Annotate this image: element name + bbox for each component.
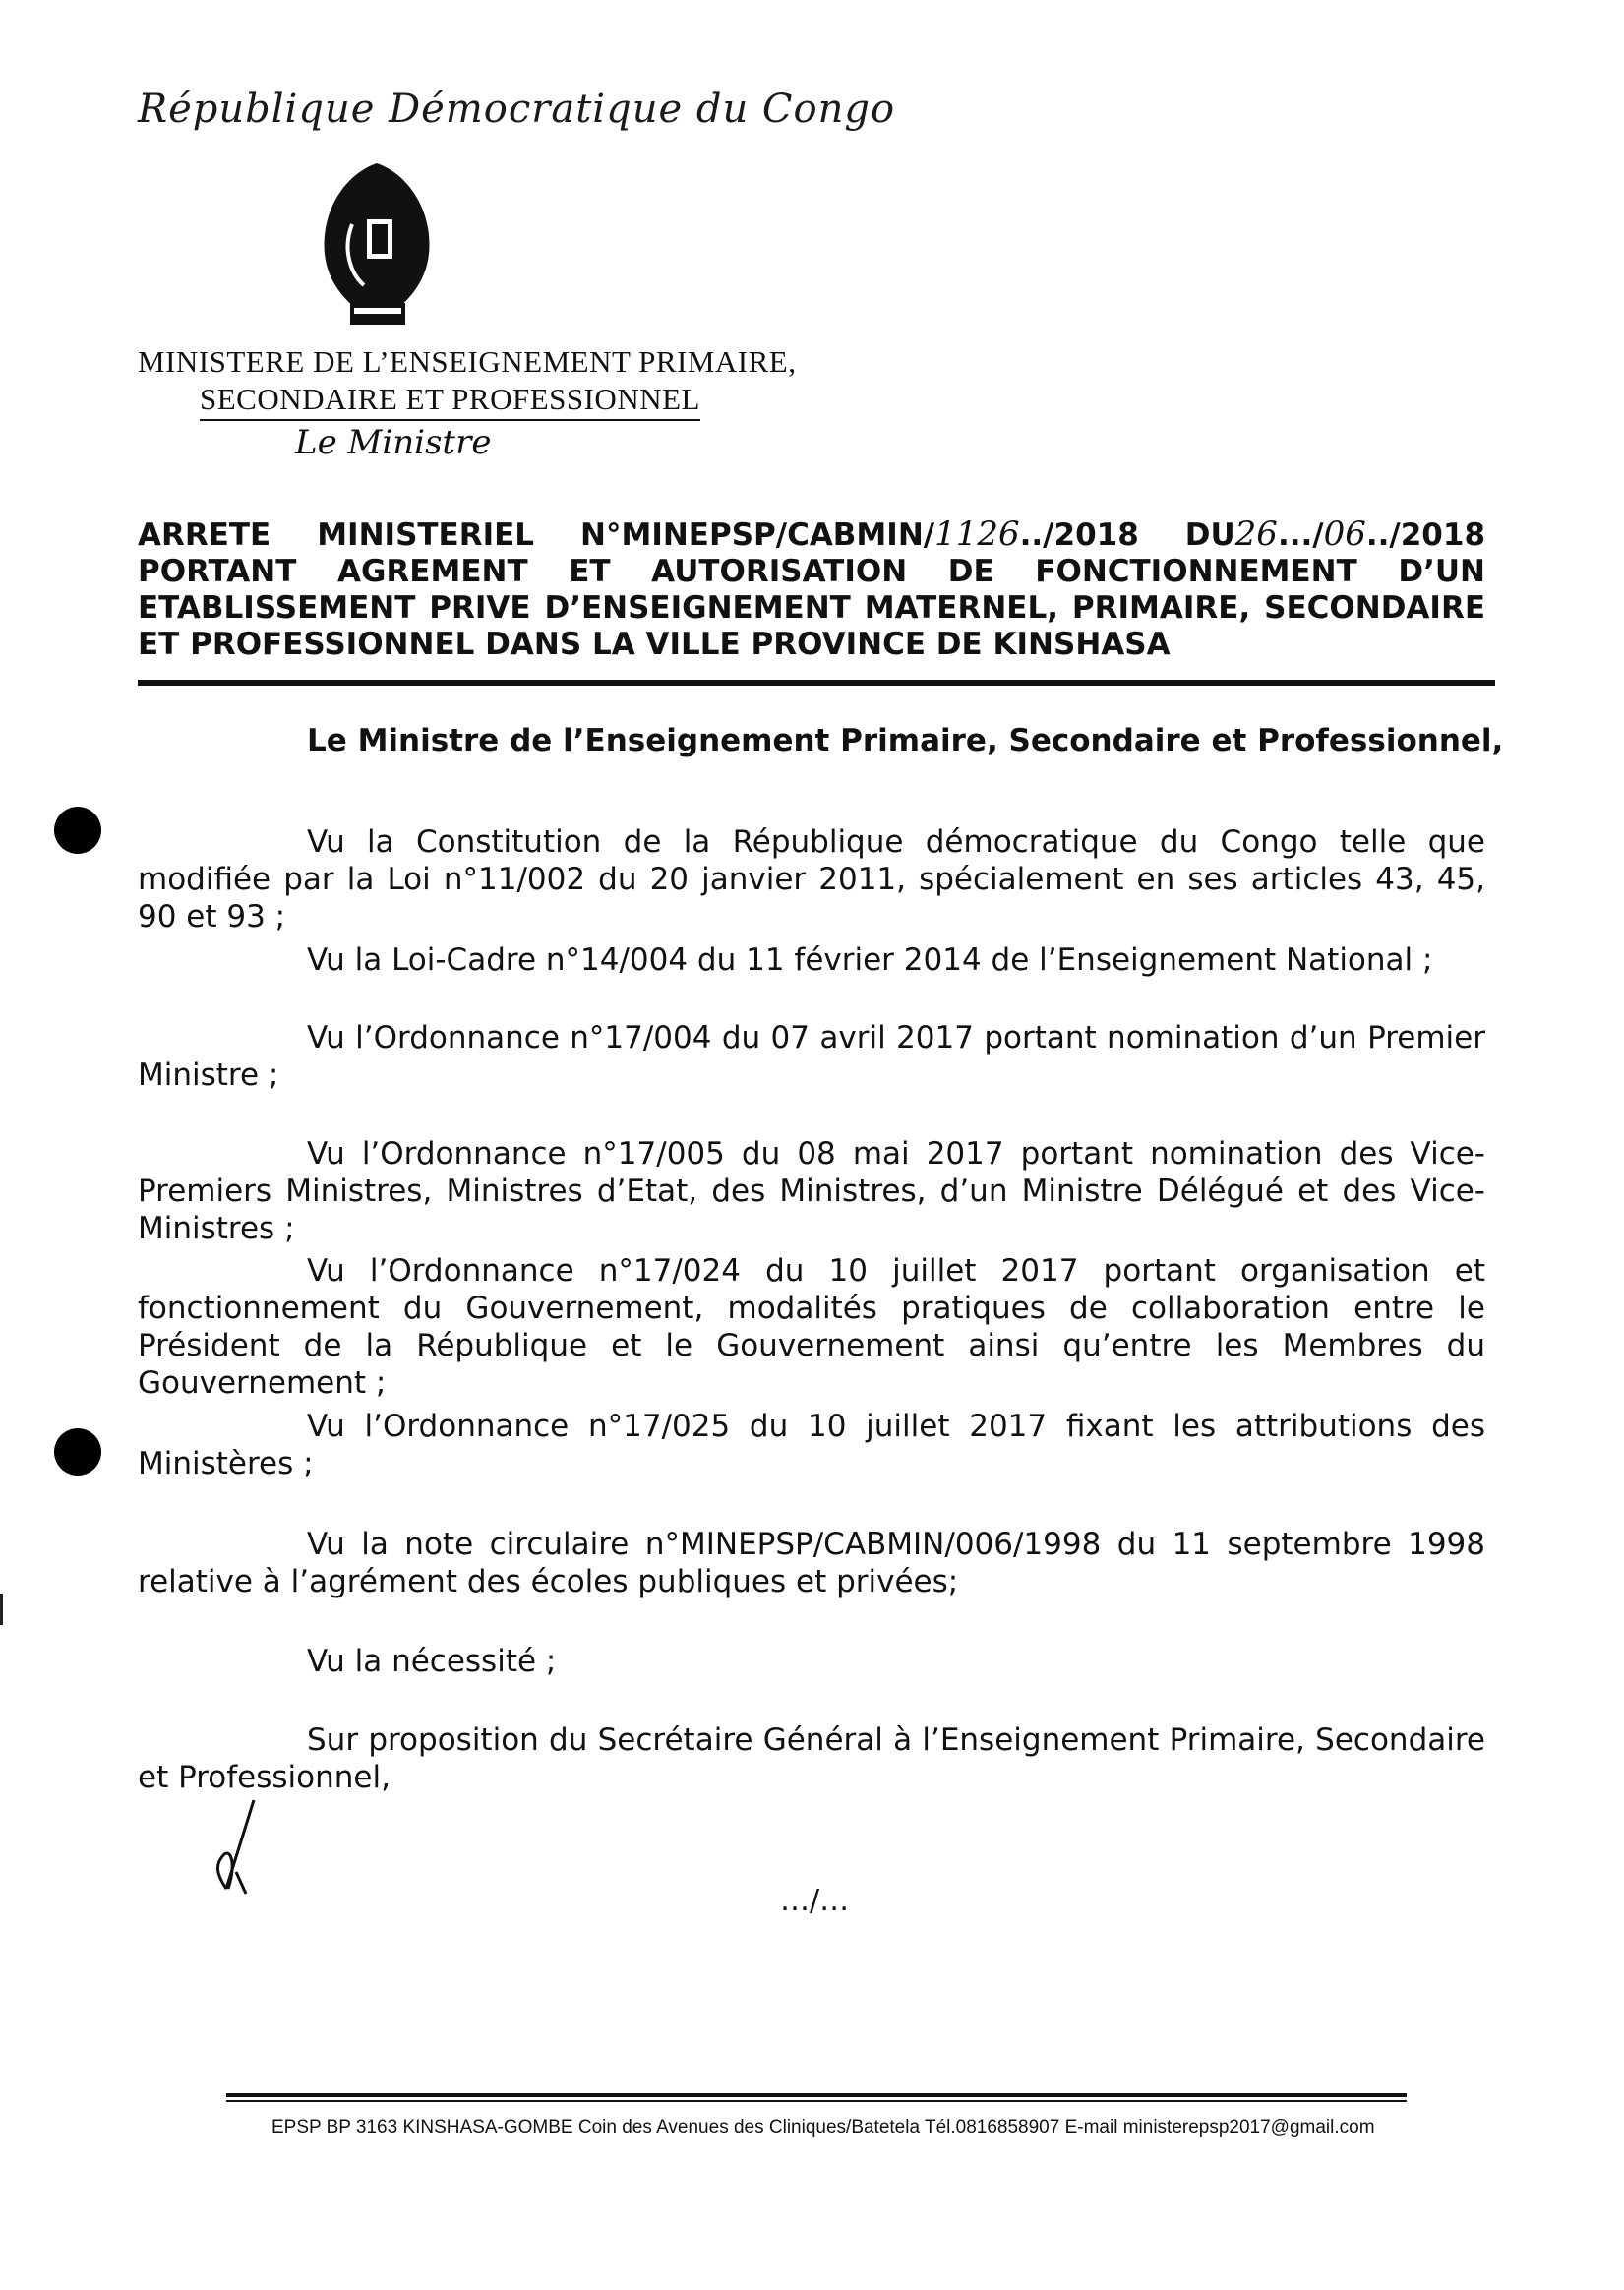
considerant-paragraph <box>138 1526 1485 1600</box>
considerant-paragraph <box>138 1252 1485 1402</box>
handwritten-decree-number: 1126 <box>934 514 1020 554</box>
handwritten-day: 26 <box>1234 514 1278 554</box>
country-heading: République Démocratique du Congo <box>138 87 896 132</box>
punch-hole-mark <box>54 1428 101 1476</box>
title-line-4: ET PROFESSIONNEL DANS LA VILLE PROVINCE DE KINSHASA <box>138 627 1171 662</box>
considerant-text: Vu la Loi-Cadre n°14/004 du 11 février 2014 de l’Enseignement National ; <box>307 942 1433 978</box>
title-line-1 <box>138 516 1485 554</box>
considerant-text: Vu l’Ordonnance n°17/005 du 08 mai 2017 portant nomination des Vice-Premiers Ministres, Ministres d’Etat, des Ministres, d’un Ministre Délégué et des Vice-Ministres ; <box>138 1136 1485 1246</box>
considerant-text: Vu l’Ordonnance n°17/004 du 07 avril 2017 portant nomination d’un Premier Ministre ; <box>138 1020 1485 1093</box>
coat-of-arms-emblem <box>313 155 441 331</box>
footer-divider <box>226 2093 1407 2097</box>
scan-margin-mark <box>0 1594 3 1625</box>
continuation-mark: …/… <box>780 1884 850 1918</box>
considerant-text: Vu la note circulaire n°MINEPSP/CABMIN/006/1998 du 11 septembre 1998 relative à l’agrément des écoles publiques et privées; <box>138 1527 1485 1599</box>
le-ministre-heading: Le Ministre <box>295 423 492 462</box>
title-date-sep: .../ <box>1277 517 1324 553</box>
considerant-paragraph <box>138 1135 1485 1247</box>
considerant-text: Vu l’Ordonnance n°17/024 du 10 juillet 2017 portant organisation et fonctionnement du Gouvernement, modalités pratiques de collaboration entre le Président de la République et le Gouvernement ainsi qu’entre les Membres du Gouvernement ; <box>138 1253 1485 1401</box>
considerant-text: Vu la Constitution de la République démocratique du Congo telle que modifiée par la Loi n°11/002 du 20 janvier 2011, spécialement en ses articles 43, 45, 90 et 93 ; <box>138 824 1485 934</box>
ministry-name-line1: MINISTERE DE L’ENSEIGNEMENT PRIMAIRE, <box>138 344 797 379</box>
title-line-2: PORTANT AGREMENT ET AUTORISATION DE FONCTIONNEMENT D’UN <box>138 554 1485 589</box>
title-divider <box>138 680 1495 686</box>
ministry-name-line2: SECONDAIRE ET PROFESSIONNEL <box>200 382 700 421</box>
title-date-year: ../2018 <box>1365 517 1486 553</box>
punch-hole-mark <box>54 807 101 854</box>
considerant-paragraph <box>138 1408 1485 1482</box>
considerant-paragraph <box>138 823 1485 935</box>
considerant-paragraph <box>138 1019 1485 1094</box>
considerant-paragraph <box>138 1721 1485 1796</box>
minister-subtitle: Le Ministre de l’Enseignement Primaire, Secondaire et Professionnel, <box>307 723 1504 758</box>
title-line-3: ETABLISSEMENT PRIVE D’ENSEIGNEMENT MATERNEL, PRIMAIRE, SECONDAIRE <box>138 590 1485 626</box>
title-ref-prefix: ARRETE MINISTERIEL N°MINEPSP/CABMIN/ <box>138 517 935 553</box>
initials-signature <box>207 1795 275 1903</box>
footer-divider-thin <box>226 2100 1407 2102</box>
handwritten-month: 06 <box>1323 514 1366 554</box>
considerant-paragraph <box>138 1643 1485 1680</box>
title-ref-year: ../2018 DU <box>1019 517 1235 553</box>
considerant-text: Vu la nécessité ; <box>307 1644 557 1679</box>
considerant-text: Vu l’Ordonnance n°17/025 du 10 juillet 2017 fixant les attributions des Ministères ; <box>138 1409 1485 1481</box>
decree-title <box>138 516 1485 663</box>
considerant-paragraph <box>138 941 1485 979</box>
footer-address: EPSP BP 3163 KINSHASA-GOMBE Coin des Avenues des Cliniques/Batetela Tél.0816858907 E-mail ministerepsp2017@gmail.com <box>271 2117 1375 2138</box>
considerant-text: Sur proposition du Secrétaire Général à l’Enseignement Primaire, Secondaire et Professionnel, <box>138 1722 1485 1795</box>
